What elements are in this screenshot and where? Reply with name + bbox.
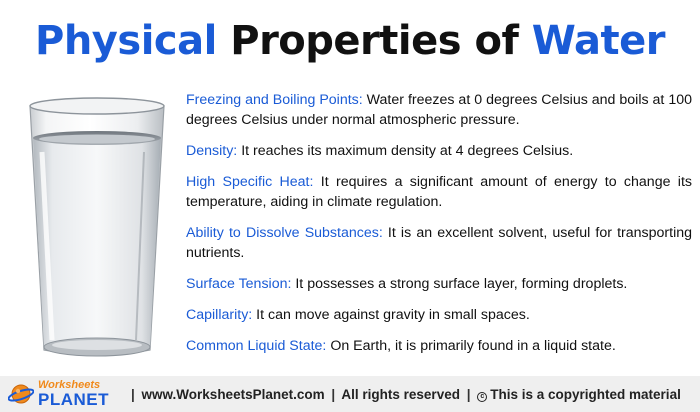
property-text: It requires a significant amount of energy to change its temperature, aiding in climate regulation. xyxy=(186,174,692,210)
title-word-properties: Properties of xyxy=(230,18,519,64)
property-dissolve xyxy=(186,223,692,263)
property-text: It can move against gravity in small spaces. xyxy=(252,307,530,323)
footer-text xyxy=(128,387,681,402)
glass-icon xyxy=(22,92,172,362)
property-specific-heat xyxy=(186,172,692,212)
property-label: Freezing and Boiling Points: xyxy=(186,92,363,108)
footer-bar xyxy=(0,376,700,412)
footer-separator: | xyxy=(466,386,471,402)
footer-website-link[interactable]: www.WorksheetsPlanet.com xyxy=(141,386,325,402)
property-label: High Specific Heat: xyxy=(186,174,314,190)
properties-list xyxy=(186,90,692,367)
water-glass-image xyxy=(22,92,172,362)
footer-separator: | xyxy=(131,386,135,402)
property-density xyxy=(186,141,692,161)
property-label: Density: xyxy=(186,143,238,159)
property-freezing-boiling xyxy=(186,90,692,130)
property-label: Common Liquid State: xyxy=(186,338,327,354)
footer-rights: All rights reserved xyxy=(341,386,460,402)
logo-text-planet: PLANET xyxy=(38,390,109,409)
planet-icon xyxy=(8,381,34,407)
property-label: Surface Tension: xyxy=(186,276,292,292)
logo-text-worksheets: Worksheets xyxy=(38,379,101,391)
copyright-icon: c xyxy=(477,392,487,402)
page-title xyxy=(0,0,700,82)
property-text: It is an excellent solvent, useful for transporting nutrients. xyxy=(186,225,692,261)
property-text: It possesses a strong surface layer, forming droplets. xyxy=(291,276,628,292)
property-text: It reaches its maximum density at 4 degrees Celsius. xyxy=(237,143,574,159)
property-label: Ability to Dissolve Substances: xyxy=(186,225,383,241)
title-word-physical: Physical xyxy=(35,18,217,64)
property-label: Capillarity: xyxy=(186,307,253,323)
worksheets-planet-logo[interactable] xyxy=(8,379,126,409)
title-word-water: Water xyxy=(531,18,665,64)
footer-copyright: This is a copyrighted material xyxy=(490,386,681,402)
footer-separator: | xyxy=(331,386,336,402)
property-capillarity xyxy=(186,305,692,325)
property-text: On Earth, it is primarily found in a liquid state. xyxy=(326,338,616,354)
property-liquid-state xyxy=(186,336,692,356)
property-surface-tension xyxy=(186,274,692,294)
property-text: Water freezes at 0 degrees Celsius and boils at 100 degrees Celsius under normal atmospheric pressure. xyxy=(186,92,692,128)
